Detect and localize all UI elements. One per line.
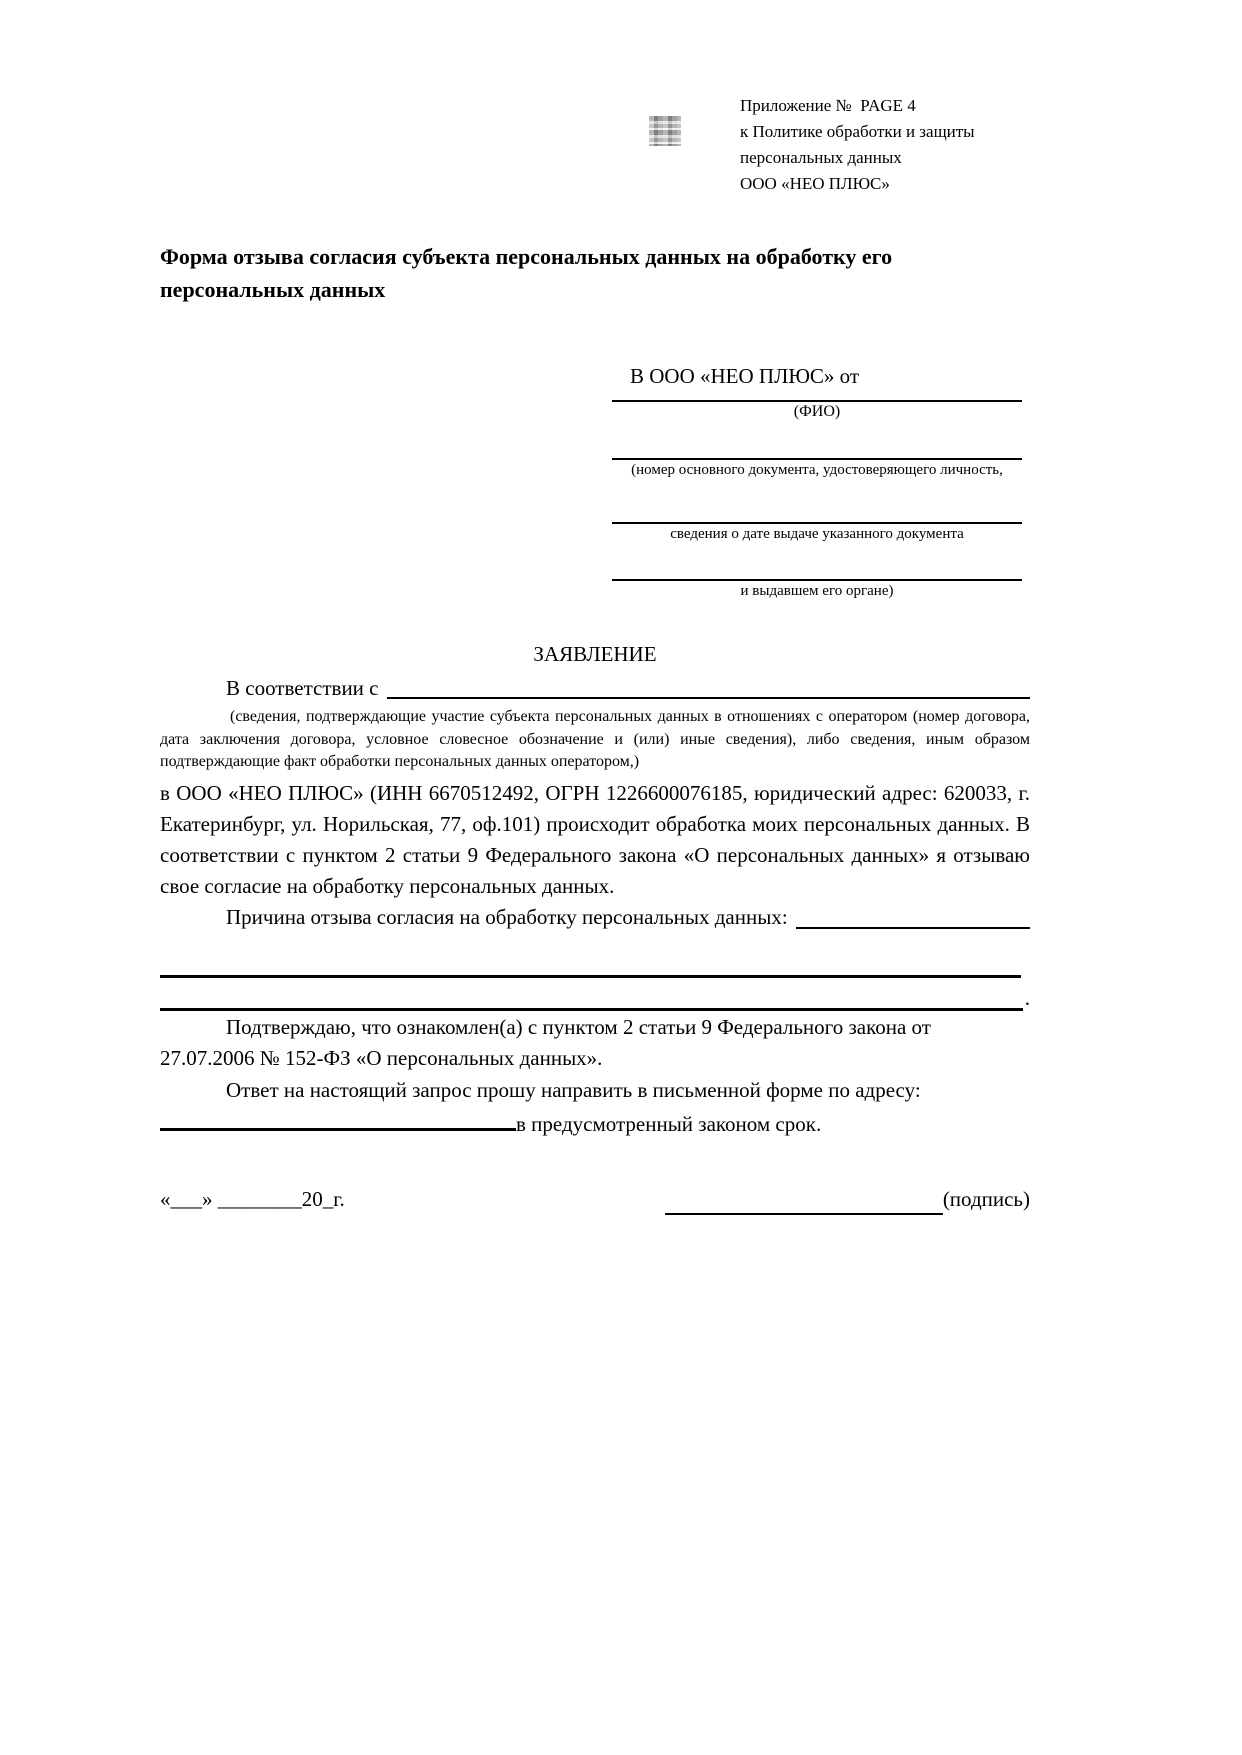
signature-group (665, 1184, 1030, 1215)
appendix-block (740, 93, 1070, 197)
document-title: Форма отзыва согласия субъекта персональных данных на обработку его персональных данных (160, 244, 893, 302)
issuing-authority-caption: и выдавшем его органе) (740, 583, 894, 599)
signature-row (160, 1184, 1030, 1215)
acknowledgement-paragraph: Подтверждаю, что ознакомлен(а) с пунктом 2 статьи 9 Федерального закона от 27.07.2006 № 152-ФЗ «О персональных данных». (160, 1014, 931, 1070)
reason-line (160, 902, 1030, 933)
issue-date-caption: сведения о дате выдаче указанного документа (670, 526, 964, 542)
reason-continuation-blank-line-2 (160, 978, 1030, 1011)
appendix-line: персональных данных (740, 148, 902, 167)
appendix-line: ООО «НЕО ПЛЮС» (740, 174, 890, 193)
blank-line-period: . (1024, 985, 1030, 1010)
issuing-authority-blank-line (612, 573, 1022, 581)
addressee-block (612, 364, 1022, 601)
appendix-line: Приложение № PAGE 4 (740, 96, 916, 115)
reason-blank-line (796, 902, 1030, 929)
signature-caption: (подпись) (942, 1186, 1030, 1211)
fio-blank-line (612, 394, 1022, 402)
reply-address-line (160, 1106, 1030, 1140)
fine-print-note: (сведения, подтверждающие участие субъекта персональных данных в отношениях с оператором (номер договора, дата заключения договора, условное словесное обозначение и (или) иные сведения), либо сведения, иным образом подтверждающие факт обработки персональных данных оператором,) (160, 708, 1030, 770)
date-blank-line: «___» ________20_г. (160, 1186, 345, 1211)
field-gap (612, 480, 1022, 516)
intro-label: В соответствии с (226, 676, 379, 700)
intro-line (160, 673, 1030, 703)
reply-request-line: Ответ на настоящий запрос прошу направить в письменной форме по адресу: (226, 1077, 921, 1102)
body-paragraph: в ООО «НЕО ПЛЮС» (ИНН 6670512492, ОГРН 1226600076185, юридический адрес: 620033, г. Екатеринбург, ул. Норильская, 77, оф.101) происходит обработка моих персональных данных. В соответствии с пунктом 2 статьи 9 Федерального закона «О персональных данных» я отзываю свое согласие на обработку персональных данных. (160, 780, 1030, 898)
intro-blank-line (387, 673, 1031, 699)
addressee-to-line: В ООО «НЕО ПЛЮС» от (630, 364, 860, 388)
fio-caption: (ФИО) (793, 403, 841, 420)
issue-date-blank-line (612, 516, 1022, 524)
document-number-caption: (номер основного документа, удостоверяющего личность, (631, 462, 1003, 478)
field-gap (612, 544, 1022, 573)
appendix-line: к Политике обработки и защиты (740, 122, 975, 141)
reason-continuation-blank-line-1 (160, 945, 1021, 978)
signature-blank-line (665, 1189, 943, 1215)
blank-line-fill (160, 978, 1023, 1011)
field-gap (612, 422, 1022, 452)
reason-label: Причина отзыва согласия на обработку персональных данных: (226, 904, 788, 929)
reply-address-blank-line (160, 1106, 516, 1131)
reply-suffix: в предусмотренный законом срок. (516, 1111, 822, 1136)
document-number-blank-line (612, 452, 1022, 460)
pixelated-placeholder-icon (649, 116, 681, 146)
statement-heading: ЗАЯВЛЕНИЕ (533, 642, 657, 666)
